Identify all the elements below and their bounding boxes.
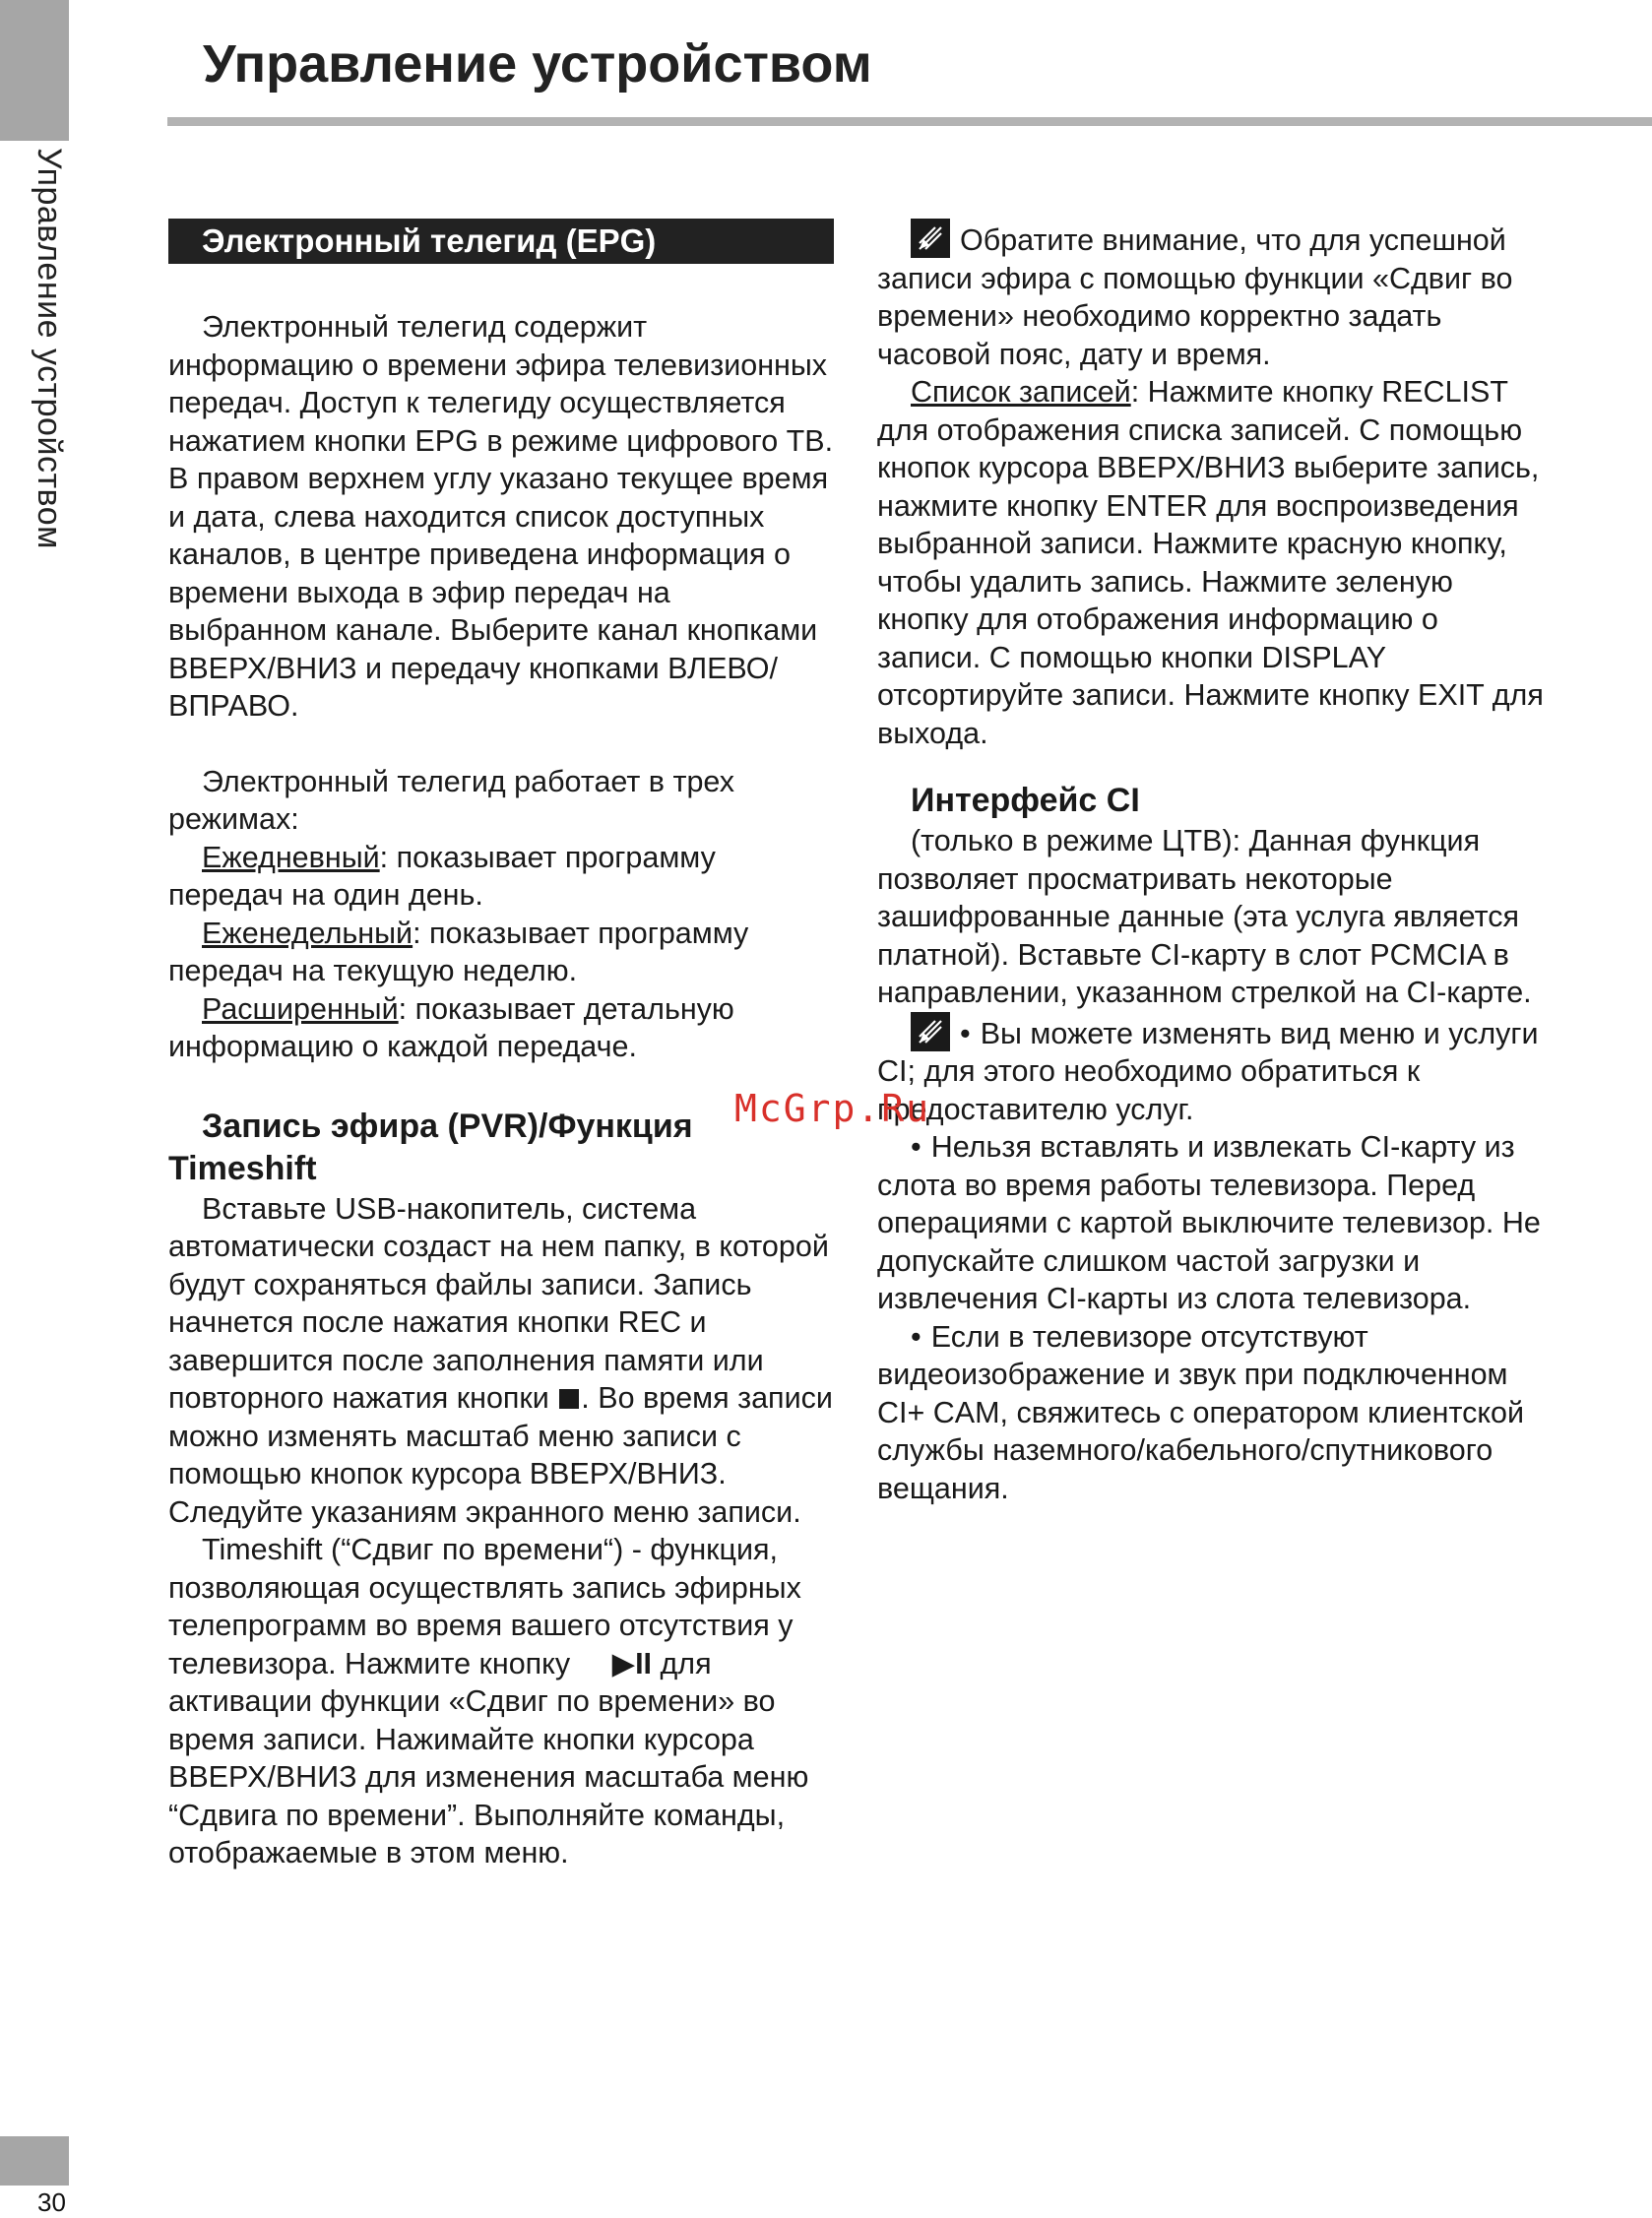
play-pause-icon: ▶II (611, 1646, 653, 1680)
bullet: • (911, 1319, 921, 1354)
bullet: • (960, 1016, 971, 1050)
epg-mode-extended (168, 990, 834, 1066)
ci-bullet-text: Вы можете изменять вид меню и услуги CI; для этого необходимо обратиться к предоставителю услуг. (877, 1016, 1539, 1126)
ci-bullet-2 (877, 1128, 1547, 1318)
epg-mode-daily (168, 839, 834, 915)
mode-text: : показывает программу передач на один день. (168, 840, 716, 912)
note-icon (911, 219, 950, 258)
note-icon (911, 1012, 950, 1051)
pvr-heading: Запись эфира (PVR)/Функция Timeshift (168, 1107, 693, 1187)
reclist-text: : Нажмите кнопку RECLIST для отображения списка записей. С помощью кнопок курсора ВВЕРХ/ВНИЗ выберите запись, нажмите кнопку ENTER для воспроизведения выбранной записи. Нажмите красную кнопку, чтобы удалить запись. Нажмите зеленую кнопку для отображения информацию о записи. С помощью кнопки DISPLAY отсортируйте записи. Нажмите кнопку EXIT для выхода. (877, 375, 1544, 750)
pvr-text-b: . Во время записи можно изменять масштаб меню записи с помощью кнопок курсора ВВЕРХ/ВНИЗ. Следуйте указаниям экранного меню записи. (168, 1381, 833, 1529)
pvr-paragraph-2 (168, 1531, 834, 1872)
watermark: McGrp.Ru (734, 1087, 931, 1130)
note-text: Обратите внимание, что для успешной записи эфира с помощью функции «Сдвиг во времени» необходимо корректно задать часовой пояс, дату и время. (877, 223, 1513, 371)
pvr-paragraph-1 (168, 1190, 834, 1532)
side-tab-marker (0, 0, 69, 141)
timeshift-text-b: для активации функции «Сдвиг по времени» во время записи. Нажимайте кнопки курсора ВВЕРХ/ВНИЗ для изменения масштаба меню “Сдвига по времени”. Выполняйте команды, отображаемые в этом меню. (168, 1646, 809, 1869)
reclist-paragraph (877, 373, 1547, 752)
epg-mode-weekly (168, 915, 834, 990)
page-number-tab (0, 2136, 69, 2186)
bullet: • (911, 1130, 921, 1164)
stop-icon (559, 1389, 579, 1409)
mode-text: : показывает программу передач на текущую неделю. (168, 916, 749, 987)
epg-section-heading: Электронный телегид (EPG) (168, 219, 834, 264)
timeshift-text-a: Timeshift (“Сдвиг по времени“) - функция, позволяющая осуществлять запись эфирных телепрограмм во время вашего отсутствия у телевизора. Нажмите кнопку (168, 1533, 801, 1680)
mode-text: : показывает детальную информацию о каждой передаче. (168, 991, 734, 1063)
page-title: Управление устройством (203, 34, 872, 94)
mode-name: Ежедневный (202, 840, 380, 874)
title-divider (167, 117, 1652, 126)
pvr-text-a: Вставьте USB-накопитель, система автоматически создаст на нем папку, в которой будут сохраняться файлы записи. Запись начнется после нажатия кнопки REC и завершится после заполнения памяти или повторного нажатия кнопки (168, 1191, 829, 1415)
mode-name: Еженедельный (202, 916, 413, 950)
timeshift-note (877, 219, 1547, 373)
right-column (877, 219, 1547, 1507)
ci-heading: Интерфейс CI (911, 782, 1140, 819)
mode-name: Расширенный (202, 991, 399, 1026)
reclist-title: Список записей (911, 375, 1131, 409)
ci-bullet-text: Если в телевизоре отсутствуют видеоизображение и звук при подключенном CI+ CAM, свяжитесь с оператором клиентской службы наземного/кабельного/спутникового вещания. (877, 1319, 1525, 1505)
ci-bullet-3 (877, 1318, 1547, 1508)
ci-note-bullet-1 (877, 1012, 1547, 1129)
epg-intro-paragraph: Электронный телегид содержит информацию о времени эфира телевизионных передач. Доступ к телегиду осуществляется нажатием кнопки EPG в режиме цифрового ТВ. В правом верхнем углу указано текущее время и дата, слева находится список доступных каналов, в центре приведена информация о времени выхода в эфир передач на выбранном канале. Выберите канал кнопками ВВЕРХ/ВНИЗ и передачу кнопками ВЛЕВО/ВПРАВО. (168, 310, 834, 723)
ci-paragraph: (только в режиме ЦТВ): Данная функция позволяет просматривать некоторые зашифрованные данные (эта услуга является платной). Вставьте CI-карту в слот PCMCIA в направлении, указанном стрелкой на CI-карте. (877, 824, 1532, 1009)
left-column (168, 219, 834, 1872)
ci-bullet-text: Нельзя вставлять и извлекать CI-карту из слота во время работы телевизора. Перед операциями с картой выключите телевизор. Не допускайте слишком частой загрузки и извлечения CI-карты из слота телевизора. (877, 1130, 1541, 1315)
page-number: 30 (37, 2187, 66, 2217)
epg-modes-paragraph: Электронный телегид работает в трех режимах: (168, 764, 734, 836)
side-section-label: Управление устройством (31, 148, 68, 549)
